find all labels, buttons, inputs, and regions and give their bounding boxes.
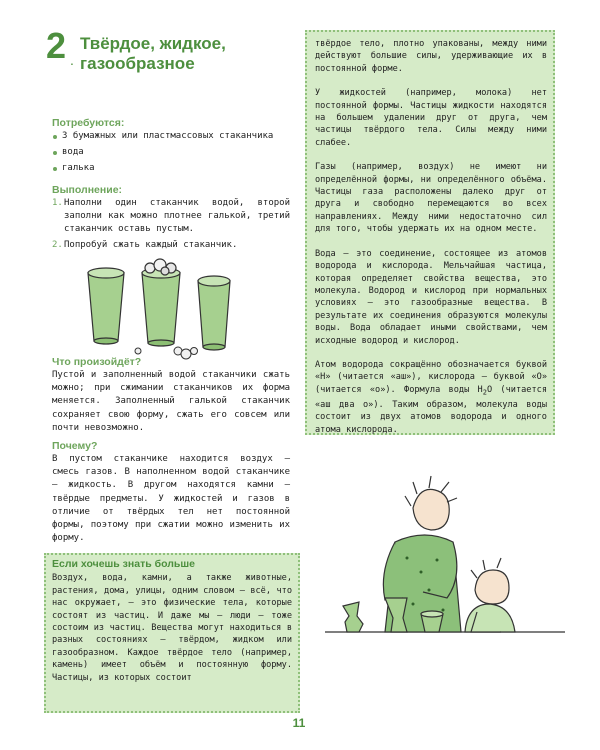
section-number-dot: . [70,52,74,68]
step-text: Наполни один стаканчик водой, второй заполни как можно плотнее галькой, третий стаканчик оставь пустым. [64,198,290,235]
adult-child-illustration [325,480,565,645]
procedure-steps [52,197,290,252]
procedure-step [52,239,290,252]
learn-more-heading: Если хочешь знать больше [52,558,195,570]
procedure-step [52,197,290,237]
procedure-heading: Выполнение: [52,184,123,196]
page-number: 11 [292,716,306,730]
materials-list-block [52,130,290,179]
cup-pebbles-illustration [142,259,180,346]
learn-more-content [52,558,292,684]
why-heading: Почему? [52,440,98,452]
why-text: В пустом стаканчике находится воздух — смесь газов. В наполненном водой стаканчике — жидкость. В другом находятся камни — твёрдые предметы. У жидкостей и газов в отличие от твёрдых тел нет постоянной формы, поэтому при сжатии можно изменить их форму. [52,454,290,544]
water-formula-subscript: 2 [482,388,487,397]
learn-more-text: Воздух, вода, камни, а также животные, растения, дома, улицы, одним словом — всё, что нас окружает, — это физические тела, которые состоят из частиц. И даже мы — люди — тоже состоим из частиц. Вещества могут находиться в разных состояниях — твёрдом, жидком или газообразном. Каждое твёрдое тело (например, камень) имеет объём и постоянную форму. Частицы, из которых состоит [52,573,292,683]
procedure-block [52,197,290,254]
page-title: Твёрдое, жидкое, газообразное [80,34,226,73]
result-heading: Что произойдёт? [52,356,142,368]
step-text: Попробуй сжать каждый стаканчик. [64,239,238,250]
sidebar-paragraph: У жидкостей (например, молока) нет постоянной формы. Частицы жидкости находятся на большем удалении друг от друга, чем частицы твёрдого тела. Силы между ними слабее. [315,88,547,148]
materials-item: вода [52,146,290,159]
cup-water-illustration [88,268,124,344]
cups-illustration [80,255,250,360]
step-number: 2. [52,239,63,250]
sidebar-paragraph: Вода — это соединение, состоящее из атомов водорода и кислорода. Мельчайшая частица, которая определяет свойства вещества, это молекула. Водород и кислород при нормальных условиях — это газообразные вещества. В результате их соединения образуются молекулы воды. Вода обладает иными свойствами, чем исходные водород и кислород. [315,248,547,346]
child-figure-illustration [465,558,515,632]
crushed-cup-illustration [343,602,363,632]
step-number: 1. [52,198,63,208]
materials-item: 3 бумажных или пластмассовых стаканчика [52,130,290,143]
materials-list [52,130,290,176]
info-sidebar-content [315,38,547,448]
materials-heading: Потребуются: [52,117,125,129]
materials-item: галька [52,162,290,175]
cup-empty-illustration [198,276,230,350]
sidebar-paragraph: Газы (например, воздух) не имеют ни определённой формы, ни определённого объёма. Частицы газа расположены далеко друг от друга и свободно перемещаются во всех направлениях. Между ними недостаточно сил для того, чтобы удержать их на одном месте. [315,162,547,235]
sidebar-paragraph: твёрдое тело, плотно упакованы, между ними действуют большие силы, удерживающие их в постоянной форме. [315,39,547,74]
loose-pebbles-illustration [135,347,198,359]
section-number: 2 [46,25,67,66]
sidebar-paragraph [315,359,547,436]
water-formula-text-a: Атом водорода сокращённо обозначается буквой «Н» (читается «аш»), кислорода — буквой «О» (читается «о»). Формула воды Н [315,359,547,395]
result-text: Пустой и заполненный водой стаканчики сжать можно; при сжимании стаканчиков их форма меняется. Заполненный галькой стаканчик сохраняет свою форму, сжать его совсем или почти невозможно. [52,370,290,433]
cup-on-table-illustration [421,611,443,632]
water-formula-text-b: О (читается «аш два о»). Таким образом, молекула воды состоит из двух атомов водорода и одного атома кислорода. [315,384,547,435]
